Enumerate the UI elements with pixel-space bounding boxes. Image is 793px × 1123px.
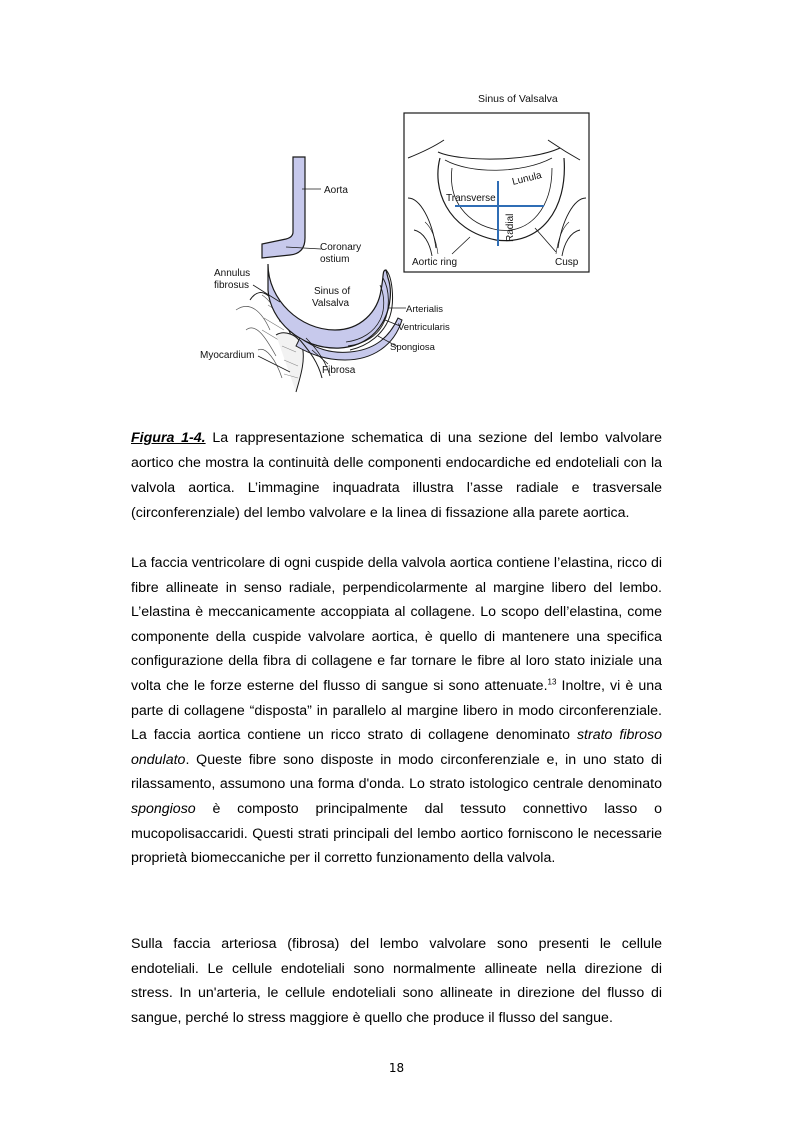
- caption-text: La rappresentazione schematica di una sezione del lembo valvolare aortico che mostra la continuità delle componenti endocardiche ed endoteliali con la valvola aortica. L’immagine inquadrata illustra l’asse radiale e trasversale (circonferenziale) del lembo valvolare e la linea di fissazione alla parete aortica.: [131, 430, 662, 521]
- label-aorta: Aorta: [324, 185, 348, 196]
- inset-title: Sinus of Valsalva: [478, 93, 558, 105]
- label-radial: Radial: [505, 213, 516, 242]
- aortic-valve-diagram: [0, 0, 793, 400]
- paragraph-1-part1: La faccia ventricolare di ogni cuspide della valvola aortica contiene l’elastina, ricco di fibre allineate in senso radiale, perpendicolarmente al margine libero del lembo. L’elastina è meccanicamente accoppiata al collagene. Lo scopo dell’elastina, come componente della cuspide valvolare aortica, è quello di mantenere una specifica configurazione della fibra di collagene e far tornare le fibre al loro stato iniziale una volta che le forze esterne del flusso di sangue si sono attenuate.: [131, 555, 662, 694]
- figure-aortic-valve: [0, 0, 793, 400]
- label-valsalva: Valsalva: [312, 298, 350, 309]
- paragraph-1-part4: è composto principalmente dal tessuto connettivo lasso o mucopolisaccaridi. Questi strati principali del lembo aortico forniscono le necessarie proprietà biomeccaniche per il corretto funzionamento della valvola.: [131, 800, 662, 867]
- paragraph-2: Sulla faccia arteriosa (fibrosa) del lembo valvolare sono presenti le cellule endoteliali. Le cellule endoteliali sono normalmente allineate nella direzione di stress. In un'arteria, le cellule endoteliali sono allineate in direzione del flusso di sangue, perché lo stress maggiore è quello che produce il flusso del sangue.: [131, 936, 662, 1026]
- paragraph-1-part2: Inoltre, vi è una parte di collagene “disposta” in parallelo al margine libero in modo circonferenziale. La faccia aortica contiene un ricco strato di collagene denominato: [131, 677, 663, 744]
- label-aortic-ring: Aortic ring: [412, 257, 458, 268]
- label-lunula: Lunula: [511, 169, 543, 188]
- paragraph-1: [131, 551, 662, 871]
- citation-ref: 13: [547, 677, 557, 687]
- valve-cross-section: [236, 157, 402, 392]
- paragraph-1-part3: . Queste fibre sono disposte in modo circonferenziale e, in uno stato di rilassamento, assumono una forma d'onda. Lo strato istologico centrale denominato: [131, 751, 662, 793]
- figure-label: Figura 1-4.: [131, 430, 206, 446]
- label-fibrosa: Fibrosa: [322, 365, 356, 376]
- label-fibrosus: fibrosus: [214, 280, 250, 291]
- page-number: 18: [388, 1061, 405, 1075]
- figure-caption: [131, 426, 662, 526]
- label-spongiosa: Spongiosa: [390, 342, 435, 353]
- inset-sinus-of-valsalva: [404, 93, 589, 272]
- label-sinus-of: Sinus of: [314, 286, 351, 297]
- label-cusp: Cusp: [555, 257, 579, 268]
- label-coronary: Coronary: [320, 242, 362, 253]
- label-ventricularis: Ventricularis: [398, 322, 450, 333]
- term-strato-fibroso: strato fibroso ondulato: [131, 727, 662, 768]
- label-arterialis: Arterialis: [406, 304, 443, 315]
- label-ostium: ostium: [320, 254, 350, 265]
- term-spongioso: spongioso: [131, 800, 196, 817]
- label-myocardium: Myocardium: [200, 350, 255, 361]
- label-annulus: Annulus: [214, 268, 251, 279]
- label-transverse: Transverse: [446, 193, 496, 204]
